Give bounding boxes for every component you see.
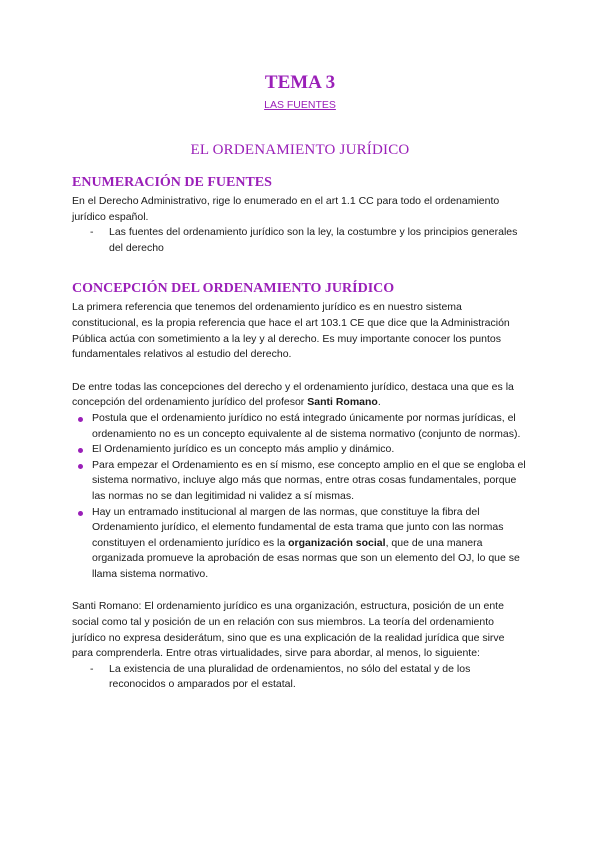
bullet-dot-icon <box>78 464 83 469</box>
list-item-text: Las fuentes del ordenamiento jurídico son la ley, la costumbre y los principios generales del derecho <box>109 226 518 254</box>
list-item-text: Postula que el ordenamiento jurídico no está integrado únicamente por normas jurídicas, el ordenamiento no es un concepto equivalente al de sistema normativo (conjunto de normas). <box>92 411 521 440</box>
list-item <box>72 662 528 693</box>
section1-dash-list <box>72 225 528 256</box>
list-item-text: La existencia de una pluralidad de ordenamientos, no sólo del estatal y de los reconocidos o amparados por el estatal. <box>109 662 471 691</box>
list-item-text: El Ordenamiento jurídico es un concepto más amplio y dinámico. <box>92 443 395 456</box>
list-item-text: Para empezar el Ordenamiento es en sí mismo, ese concepto amplio en el que se engloba el sistema normativo, incluye algo más que normas, entre otras cosas fundamentales, porque las normas no se dan legitimidad ni validez a sí mismas. <box>92 458 526 502</box>
section-heading-concepcion: CONCEPCIÓN DEL ORDENAMIENTO JURÍDICO <box>72 281 395 297</box>
section2-paragraph2: De entre todas las concepciones del derecho y el ordenamiento jurídico, destaca una que es la concepción del ordenamiento jurídico del profesor Santi Romano. <box>72 380 514 409</box>
document-subtitle <box>72 98 528 112</box>
list-item <box>72 458 528 505</box>
bullet-dot-icon <box>78 511 83 516</box>
section2-bullet-list <box>72 411 528 583</box>
list-item: Hay un entramado institucional al margen de las normas, que constituye la fibra del Ordenamiento jurídico, el elemento fundamental de esta trama que junto con las normas constituyen el ordenamiento jurídico es la organización social, que de una manera organizada promueve la aprobación de esas normas que son un elemento del OJ, lo que se llama sistema normativo. <box>72 505 528 583</box>
dash-marker: - <box>90 662 94 675</box>
bullet-dot-icon <box>78 448 83 453</box>
bullet-dot-icon <box>78 417 83 422</box>
subtitle-link[interactable]: LAS FUENTES <box>264 99 336 111</box>
author-name: Santi Romano <box>307 396 378 409</box>
list-item <box>72 411 528 442</box>
bold-term: organización social <box>288 536 386 549</box>
section2-dash-list <box>72 662 528 693</box>
section1-paragraph: En el Derecho Administrativo, rige lo enumerado en el art 1.1 CC para todo el ordenamiento jurídico español. <box>72 195 500 223</box>
dash-marker: - <box>90 226 94 239</box>
section2-paragraph1: La primera referencia que tenemos del ordenamiento jurídico es en nuestro sistema constitucional, es la propia referencia que hace el art 103.1 CE que dice que la Administración Pública actúa con sometimiento a la ley y al derecho. Es muy importante conocer los puntos fundamentales relativos al estudio del derecho. <box>72 301 510 361</box>
main-heading: EL ORDENAMIENTO JURÍDICO <box>190 142 410 158</box>
section2-paragraph3: Santi Romano: El ordenamiento jurídico es una organización, estructura, posición de un ente social como tal y posición de un en relación con sus miembros. La teoría del ordenamiento jurídico no expresa desiderátum, sino que es una explicación de la realidad jurídica que sirve para comprenderla. Entre otras virtualidades, sirve para abordar, al menos, lo siguiente: <box>72 600 505 660</box>
section-heading-enumeracion: ENUMERACIÓN DE FUENTES <box>72 175 272 190</box>
list-item <box>72 225 528 256</box>
document-title: TEMA 3 <box>264 72 336 93</box>
list-item <box>72 442 528 458</box>
document-page <box>72 70 528 693</box>
